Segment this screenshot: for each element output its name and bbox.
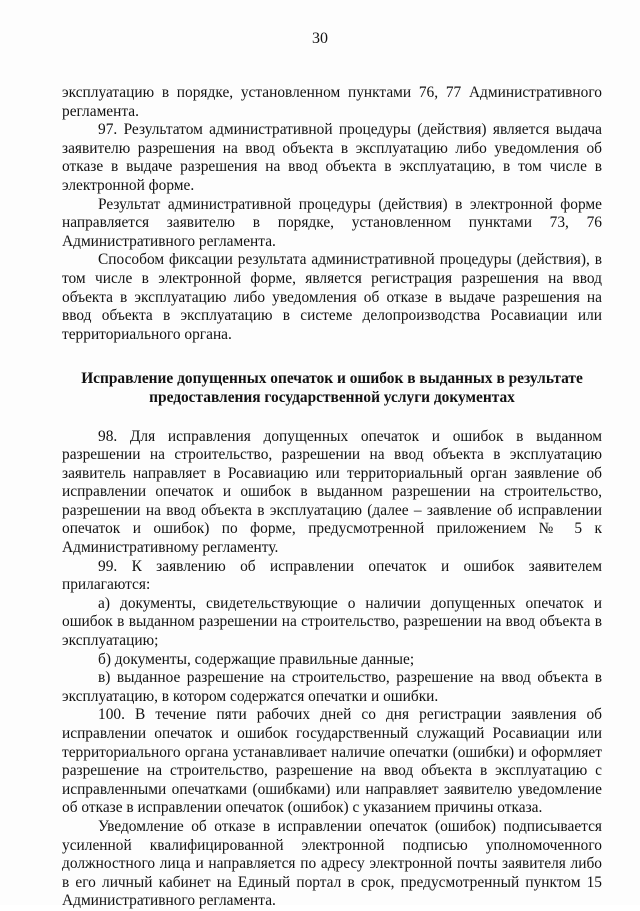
section-heading-line-1: Исправление допущенных опечаток и ошибок в выданных в результате	[81, 370, 583, 388]
list-item-a: а) документы, свидетельствующие о наличии допущенных опечаток и ошибок в выданном разрешении на строительство, разрешении на ввод объекта в эксплуатацию;	[62, 594, 602, 650]
list-item-b: б) документы, содержащие правильные данные;	[98, 650, 415, 668]
paragraph-fixation-method: Способом фиксации результата административной процедуры (действия), в том числе в электронной форме, является регистрация разрешения на ввод объекта в эксплуатацию либо уведомления об отказе в выдаче разрешения на ввод объекта в эксплуатацию в системе делопроизводства Росавиации или территориального органа.	[62, 251, 602, 343]
paragraph-99: 99. К заявлению об исправлении опечаток и ошибок заявителем прилагаются:	[62, 557, 602, 594]
document-body	[62, 84, 602, 911]
paragraph-97: 97. Результатом административной процедуры (действия) является выдача заявителю разрешения на ввод объекта в эксплуатацию либо уведомления об отказе в выдаче разрешения на ввод объекта в эксплуатацию, в том числе в электронной форме.	[62, 121, 602, 194]
paragraph-continuation: эксплуатацию в порядке, установленном пунктами 76, 77 Административного регламента.	[62, 84, 602, 120]
page-number: 30	[312, 30, 328, 47]
paragraph-refusal-notice: Уведомление об отказе в исправлении опечаток (ошибок) подписывается усиленной квалифицированной электронной подписью уполномоченного должностного лица и направляется по адресу электронной почты заявителя либо в его личный кабинет на Единый портал в срок, предусмотренный пунктом 15 Административного регламента.	[62, 817, 602, 910]
section-heading	[62, 370, 602, 407]
list-item-c: в) выданное разрешение на строительство, разрешение на ввод объекта в эксплуатацию, в котором содержатся опечатки и ошибки.	[62, 669, 602, 705]
paragraph-100: 100. В течение пяти рабочих дней со дня регистрации заявления об исправлении опечаток и ошибок государственный служащий Росавиации или территориального органа устанавливает наличие опечатки (ошибки) и оформляет разрешение на строительство, разрешение на ввод объекта в эксплуатацию с исправленными опечатками (ошибками) или направляет заявителю уведомление об отказе в исправлении опечаток (ошибок) с указанием причины отказа.	[62, 706, 602, 817]
section-heading-line-2: предоставления государственной услуги документах	[149, 388, 515, 406]
paragraph-98: 98. Для исправления допущенных опечаток и ошибок в выданном разрешении на строительство, разрешении на ввод объекта в эксплуатацию заявитель направляет в Росавиацию или территориальный орган заявление об исправлении опечаток и ошибок в выданном разрешении на строительство, разрешении на ввод объекта в эксплуатацию (далее – заявление об исправлении опечаток и ошибок) по форме, предусмотренной приложением № 5 к Административному регламенту.	[62, 427, 602, 557]
paragraph-result-electronic: Результат административной процедуры (действия) в электронной форме направляется заявителю в порядке, установленном пунктами 73, 76 Административного регламента.	[62, 195, 602, 250]
